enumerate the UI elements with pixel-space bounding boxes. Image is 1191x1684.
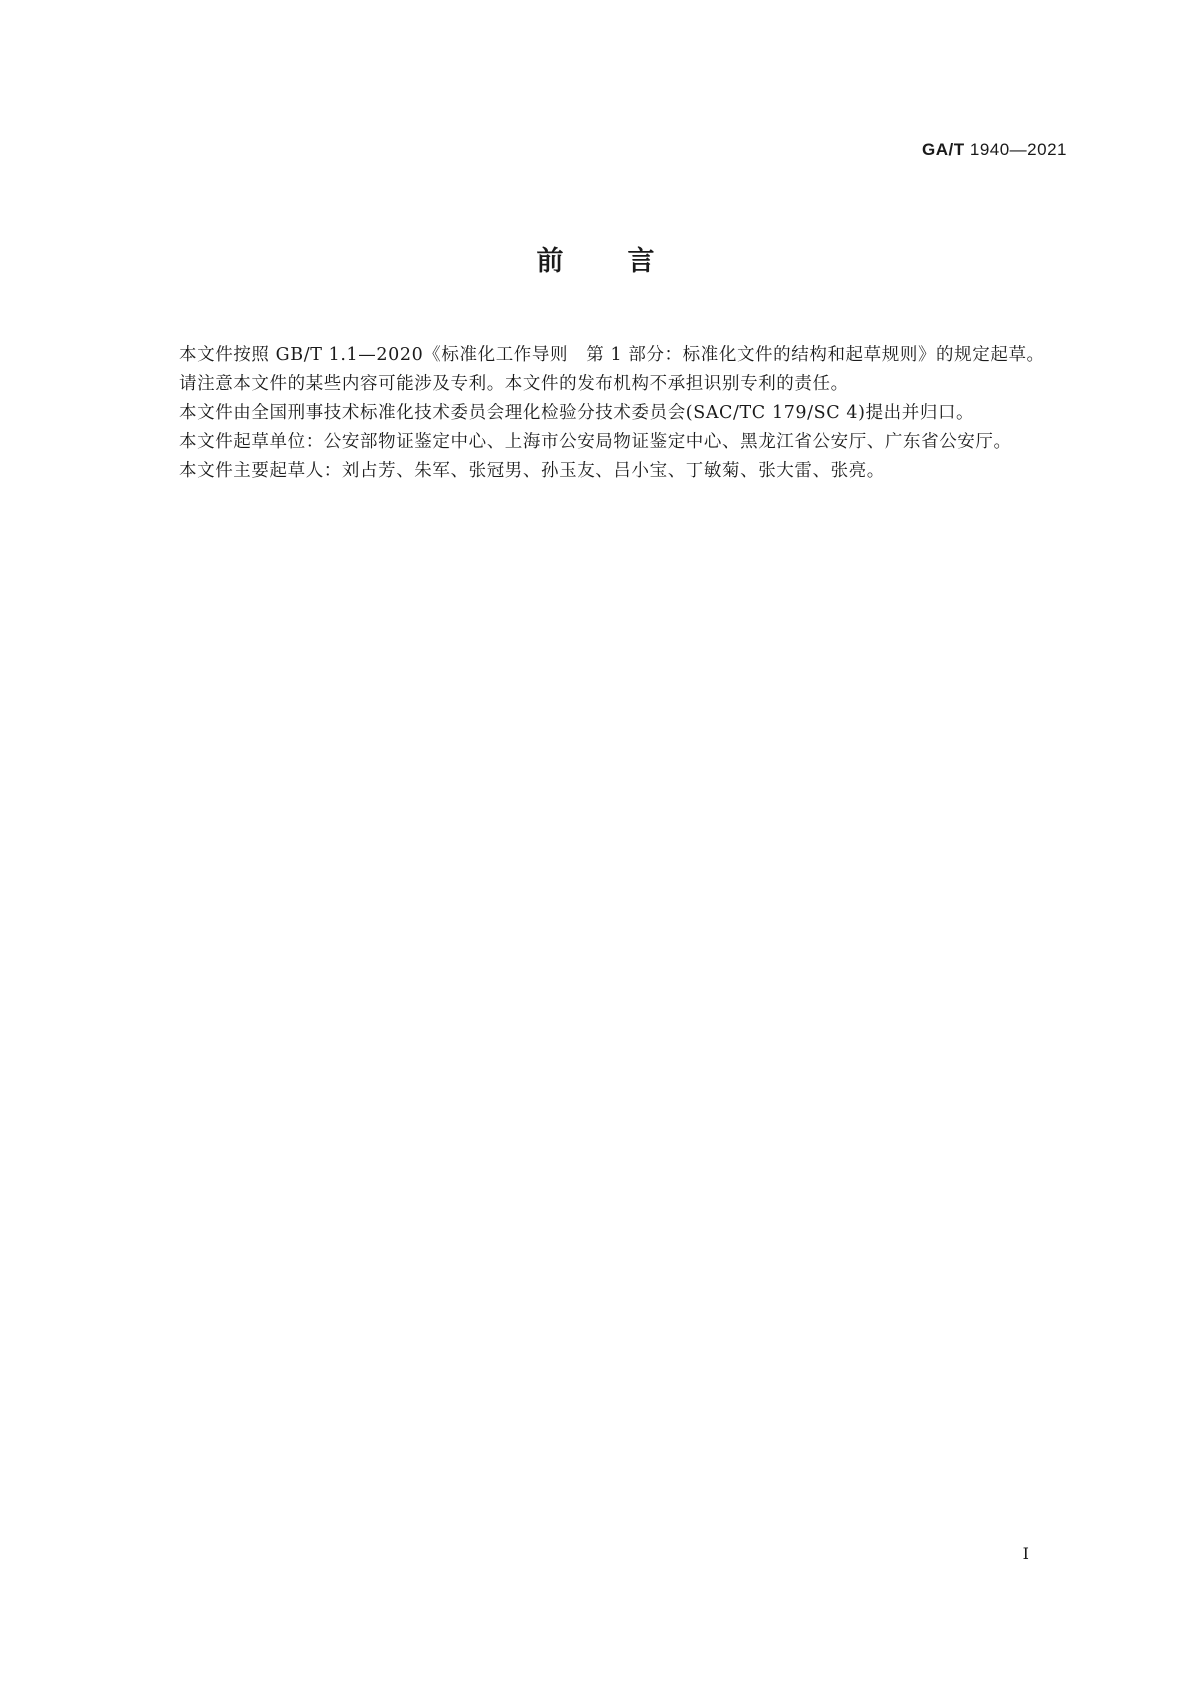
page-number: I (1022, 1544, 1029, 1563)
foreword-body (144, 341, 1064, 486)
standard-code (922, 140, 1067, 160)
paragraph-drafting-units: 本文件起草单位：公安部物证鉴定中心、上海市公安局物证鉴定中心、黑龙江省公安厅、广东省公安厅。 (179, 432, 1012, 452)
standard-number: 1940—2021 (969, 140, 1067, 159)
paragraph-patent-notice: 请注意本文件的某些内容可能涉及专利。本文件的发布机构不承担识别专利的责任。 (179, 374, 849, 394)
page-title: 前言 (536, 246, 719, 277)
paragraph-drafting-rules: 本文件按照 GB/T 1.1—2020《标准化工作导则 第 1 部分：标准化文件的结构和起草规则》的规定起草。 (179, 345, 1045, 365)
standard-prefix: GA/T (922, 140, 965, 159)
paragraph-proposer: 本文件由全国刑事技术标准化技术委员会理化检验分技术委员会(SAC/TC 179/SC 4)提出并归口。 (179, 403, 975, 423)
paragraph-drafters: 本文件主要起草人：刘占芳、朱军、张冠男、孙玉友、吕小宝、丁敏菊、张大雷、张亮。 (179, 461, 885, 481)
